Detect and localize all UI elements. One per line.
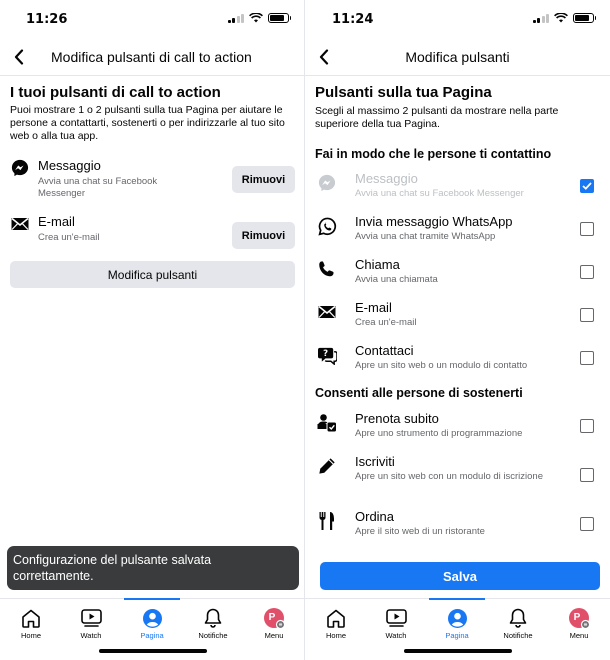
wifi-icon xyxy=(554,13,568,23)
mail-icon xyxy=(317,302,337,322)
status-bar xyxy=(305,0,610,38)
tab-label: Watch xyxy=(80,631,102,640)
messenger-icon xyxy=(10,158,30,178)
page-title: Modifica pulsanti xyxy=(405,49,510,65)
section-heading: Pulsanti sulla tua Pagina xyxy=(315,84,492,101)
option-chiama[interactable] xyxy=(315,257,600,291)
option-subtitle: Apre uno strumento di programmazione xyxy=(355,428,523,439)
question-chat-icon xyxy=(317,345,337,365)
status-bar xyxy=(0,0,305,38)
cta-row-message xyxy=(10,158,295,204)
cta-row-email xyxy=(10,214,295,260)
option-subtitle: Apre un sito web o un modulo di contatto xyxy=(355,360,528,371)
option-contattaci[interactable] xyxy=(315,343,600,377)
watch-icon xyxy=(80,607,102,629)
tab-notifiche[interactable] xyxy=(185,599,241,643)
watch-icon xyxy=(385,607,407,629)
home-icon xyxy=(325,607,347,629)
tab-label: Notifiche xyxy=(503,631,533,640)
tab-menu[interactable] xyxy=(551,599,607,643)
option-title: Invia messaggio WhatsApp xyxy=(355,214,513,229)
tab-label: Home xyxy=(325,631,346,640)
phone-icon xyxy=(317,259,337,279)
section-description: Puoi mostrare 1 o 2 pulsanti sulla tua Pagina per aiutare le persone a contattarti, sostenerti o per indirizzarle al tuo sito web o alla tua app. xyxy=(10,104,285,142)
option-ordina[interactable] xyxy=(315,509,600,543)
bottom-tab-bar xyxy=(305,598,610,642)
tab-label: Pagina xyxy=(445,631,469,640)
tab-notifiche[interactable] xyxy=(490,599,546,643)
status-time: 11:26 xyxy=(26,12,68,27)
cta-title: E-mail xyxy=(38,214,75,229)
option-messaggio xyxy=(315,171,600,205)
option-title: Chiama xyxy=(355,257,400,272)
status-time: 11:24 xyxy=(332,12,374,27)
checkbox-contattaci[interactable] xyxy=(580,351,594,365)
status-icons xyxy=(228,13,290,23)
avatar-letter: P xyxy=(573,611,581,623)
checkbox-chiama[interactable] xyxy=(580,265,594,279)
option-subtitle: Avvia una chat su Facebook Messenger xyxy=(355,188,524,199)
booking-icon xyxy=(317,413,337,433)
home-indicator xyxy=(404,649,512,653)
option-subtitle: Avvia una chat tramite WhatsApp xyxy=(355,231,496,242)
remove-email-button[interactable]: Rimuovi xyxy=(232,222,295,249)
tab-watch[interactable] xyxy=(368,599,424,643)
cta-subtitle: Crea un'e-mail xyxy=(38,232,100,243)
option-title: Prenota subito xyxy=(355,411,439,426)
toast-message: Configurazione del pulsante salvata correttamente. xyxy=(7,546,299,590)
checkbox-email[interactable] xyxy=(580,308,594,322)
section-description: Scegli al massimo 2 pulsanti da mostrare nella parte superiore della tua Pagina. xyxy=(315,105,559,130)
pencil-icon xyxy=(317,456,337,476)
battery-icon xyxy=(268,13,289,23)
tab-label: Notifiche xyxy=(198,631,228,640)
checkbox-iscriviti[interactable] xyxy=(580,468,594,482)
option-title: Ordina xyxy=(355,509,395,524)
option-prenota[interactable] xyxy=(315,411,600,445)
tab-label: Menu xyxy=(569,631,589,640)
page-icon xyxy=(446,607,468,629)
checkbox-messaggio[interactable] xyxy=(580,179,594,193)
avatar-icon xyxy=(263,607,285,629)
bell-icon xyxy=(202,607,224,629)
cta-subtitle: Avvia una chat su Facebook Messenger xyxy=(38,176,158,199)
tab-home[interactable] xyxy=(308,599,364,643)
cta-title: Messaggio xyxy=(38,158,101,173)
tab-label: Home xyxy=(20,631,41,640)
option-title: Contattaci xyxy=(355,343,414,358)
option-subtitle: Avvia una chiamata xyxy=(355,274,438,285)
status-icons xyxy=(533,13,595,23)
tab-menu[interactable] xyxy=(246,599,302,643)
home-icon xyxy=(20,607,42,629)
page-icon xyxy=(141,607,163,629)
messenger-icon xyxy=(317,173,337,193)
tab-label: Watch xyxy=(385,631,407,640)
header xyxy=(0,38,305,76)
checkbox-whatsapp[interactable] xyxy=(580,222,594,236)
tab-pagina[interactable] xyxy=(429,599,485,643)
header xyxy=(305,38,610,76)
checkbox-ordina[interactable] xyxy=(580,517,594,531)
option-email[interactable] xyxy=(315,300,600,334)
home-indicator xyxy=(99,649,207,653)
whatsapp-icon xyxy=(317,216,337,236)
fork-knife-icon xyxy=(317,511,337,531)
avatar-icon xyxy=(568,607,590,629)
wifi-icon xyxy=(249,13,263,23)
edit-buttons-button[interactable]: Modifica pulsanti xyxy=(10,261,295,288)
signal-icon xyxy=(228,13,245,23)
avatar-letter: P xyxy=(268,611,276,623)
bottom-tab-bar xyxy=(0,598,305,642)
option-whatsapp[interactable] xyxy=(315,214,600,248)
option-title: Messaggio xyxy=(355,171,418,186)
battery-icon xyxy=(573,13,594,23)
svg-text:?: ? xyxy=(322,348,328,359)
tab-pagina[interactable] xyxy=(124,599,180,643)
mail-icon xyxy=(10,214,30,234)
option-subtitle: Apre un sito web con un modulo di iscrizione xyxy=(355,471,543,482)
signal-icon xyxy=(533,13,550,23)
page-title: Modifica pulsanti di call to action xyxy=(51,49,252,65)
section-title-support: Consenti alle persone di sostenerti xyxy=(315,386,523,400)
option-subtitle: Apre il sito web di un ristorante xyxy=(355,526,485,537)
bell-icon xyxy=(507,607,529,629)
option-subtitle: Crea un'e-mail xyxy=(355,317,417,328)
save-button[interactable]: Salva xyxy=(320,562,600,590)
tab-label: Menu xyxy=(264,631,284,640)
back-icon[interactable] xyxy=(10,47,28,67)
section-heading: I tuoi pulsanti di call to action xyxy=(10,84,221,101)
option-title: E-mail xyxy=(355,300,392,315)
checkbox-prenota[interactable] xyxy=(580,419,594,433)
option-title: Iscriviti xyxy=(355,454,395,469)
tab-home[interactable] xyxy=(3,599,59,643)
right-screen xyxy=(305,0,610,660)
section-title-contact: Fai in modo che le persone ti contattino xyxy=(315,147,552,161)
option-iscriviti[interactable] xyxy=(315,454,600,500)
tab-label: Pagina xyxy=(140,631,164,640)
tab-watch[interactable] xyxy=(63,599,119,643)
remove-message-button[interactable]: Rimuovi xyxy=(232,166,295,193)
